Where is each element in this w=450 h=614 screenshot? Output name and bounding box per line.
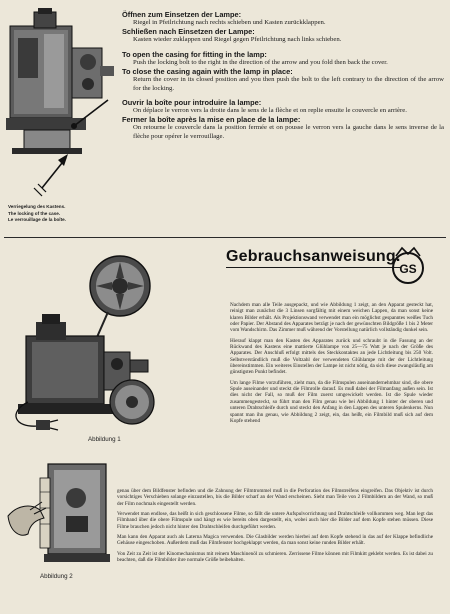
instruction-title: Fermer la boîte après la mise en place de la lampe: [122, 115, 301, 125]
instruction-block-fr-close [122, 115, 444, 141]
lock-caption-de: Verriegelung des Kastens. [8, 204, 66, 209]
instruction-title: Schließen nach Einsetzen der Lampe: [122, 27, 255, 37]
instruction-block-de-open [122, 10, 444, 27]
lock-caption-fr: Le verrouillage de la boîte. [8, 217, 66, 222]
paragraph: Nachdem man alle Teile ausgepackt, und wie Abbildung 1 zeigt, an den Apparat gesteckt hat, reinigt man zunächst die 3 Linsen sorgfältig mit einem weichen Lappen, da man sonst keine klaren Bilder erhält. Als Projektionswand verwendet man ein möglichst gespanntes weißes Tuch oder Papier. Der Abstand des Apparates beträgt je nach der gewünschten Bildgröße 1 bis 2 Meter vom Wandschirm. Das Zimmer muß während der Vorstellung natürlich vollständig dunkel sein. [230, 302, 433, 334]
figure-2-caption: Abbildung 2 [40, 573, 73, 580]
paragraph: Man kann den Apparat auch als Laterna Magica verwenden. Die Glasbilder werden hierbei auf dem Kopfe stehend in das auf der Klappe befindliche Gehäuse eingeschoben. Außerdem muß das Filmfenster hochgeklappt werden, da man sonst keine runden Bilder erhält. [117, 534, 433, 547]
instruction-text: Kasten wieder zuklappen und Riegel gegen Pfeilrichtung nach links schieben. [133, 36, 342, 44]
figure-1-caption: Abbildung 1 [88, 436, 121, 443]
figure-2-film-threading [4, 458, 112, 583]
instruction-text: On retourne le couvercle dans la position fermée et on pousse le verron vers la gauche dans le sens inverse de la flèche pour opérer le verrouillage. [133, 124, 444, 140]
film-threading-drawing [4, 458, 112, 570]
paragraph: Um lange Filme vorzuführen, zieht man, da die Filmspulen auseinandernehmbar sind, die obere Spule auseinander und steckt die Filmrolle darauf. Es muß dabei der Filmanfang außen sein. Ist dies nicht der Fall, so muß der Film zuerst umgewickelt werden. Ist die Spule wieder zusammengesteckt, so führt man den Film genau wie bei Abbildung 1 hinter der oberen und unteren Drahtschleife durch und steckt den Anfang in den Lappen des unteren Spulenkerns. Nun spannt man ihn genau, wie Abbildung 2 zeigt, ein, das heißt, ein Filmbild muß sich auf dem Kopfe stehend [230, 379, 433, 424]
logo-letters: GS [399, 262, 417, 276]
instruction-block-en-close [122, 67, 444, 93]
lower-reel-icon [110, 380, 154, 424]
page-title: Gebrauchsanweisung. [226, 248, 401, 268]
projector-closeup-drawing [4, 8, 122, 208]
instruction-block-en-open [122, 50, 444, 67]
instruction-title: Öffnen zum Einsetzen der Lampe: [122, 10, 242, 19]
instruction-text: Push the locking bolt to the right in the direction of the arrow and you fold then back the cover. [133, 58, 388, 66]
direction-arrow-icon [34, 154, 68, 196]
instruction-title: To close the casing again with the lamp in place: [122, 67, 293, 77]
instruction-text: Return the cover in its closed position and you then push the bolt to the left contrary to the direction of the arrow for the locking. [133, 76, 444, 92]
paragraph: Von Zeit zu Zeit ist der Kinomechanismus mit reinem Maschinenöl zu schmieren. Zerrissene Filme können mit Filmkitt geklebt werden. Es ist dabei zu beachten, daß die Filmbilder ihre normale Größe beibehalten. [117, 550, 433, 564]
lock-illustration [4, 8, 122, 233]
paragraph: Hierauf klappt man den Kasten des Apparates zurück und schraubt in die Fassung an der Rückwand des Kastens eine mattierte Glühlampe von 25—75 Watt je nach der Größe des Apparates. Der Anschluß erfolgt mittels des Steckkontaktes an jede Lichtleitung bis 250 Volt. Selbstverständlich muß die Voltzahl der verwendeten Glühlampe mit der der Lichtleitung übereinstimmen. Ein weiteres Einstellen der Lampe ist nicht nötig, da sich diese zwangsläufig am günstigsten Punkt befindet. [230, 337, 433, 376]
lamp-instructions [122, 10, 444, 141]
manual-text-column [230, 302, 433, 428]
paragraph: Verwendet man endlose, das heißt in sich geschlossene Filme, so fällt die untere Aufspulvorrichtung und Drahtschleife vollkommen weg. Man legt das Filmband über die obere Filmspule und hängt es wie bereits oben dargestellt, ein, wobei auch hier die Bilder auf dem Kopfe stehen müssen. Diese Filme brauchen jedoch nicht hinter den Drahtschleifen durchgeführt werden. [117, 511, 433, 530]
lock-caption-en: The locking of the case. [8, 210, 61, 216]
instruction-block-de-close [122, 27, 444, 44]
instruction-block-fr-open [122, 98, 444, 115]
brand-logo [390, 246, 426, 286]
instruction-text: On déplace le verron vers la droite dans le sens de la flèche et on replie ensuite le couvercle en arrière. [133, 107, 407, 115]
instruction-text: Riegel in Pfeilrichtung nach rechts schieben und Kasten zurückklappen. [133, 19, 326, 26]
instruction-title: To open the casing for fitting in the lamp: [122, 49, 267, 59]
projector-drawing [8, 252, 166, 442]
manual-text-wide [117, 488, 433, 567]
power-plug-icon [36, 420, 58, 430]
section-divider [4, 237, 446, 238]
instruction-title: Ouvrir la boîte pour introduire la lampe: [122, 98, 262, 108]
gs-logo-icon [390, 246, 426, 286]
figure-1-projector [8, 252, 166, 447]
paragraph: genau über dem Bildfenster befinden und die Zahnung der Filmtrommel muß in die Perforation des Filmstreifens eingreifen. Das Objektiv ist durch vorsichtiges Verschieben solange einzustellen, bis die Bilder scharf an der Wand erscheinen. Sieht man Teile von 2 Filmbildern an der Wand, so muß der Film nochmals eingestellt werden. [117, 488, 433, 507]
upper-reel-icon [90, 256, 150, 316]
lock-caption [8, 204, 120, 224]
